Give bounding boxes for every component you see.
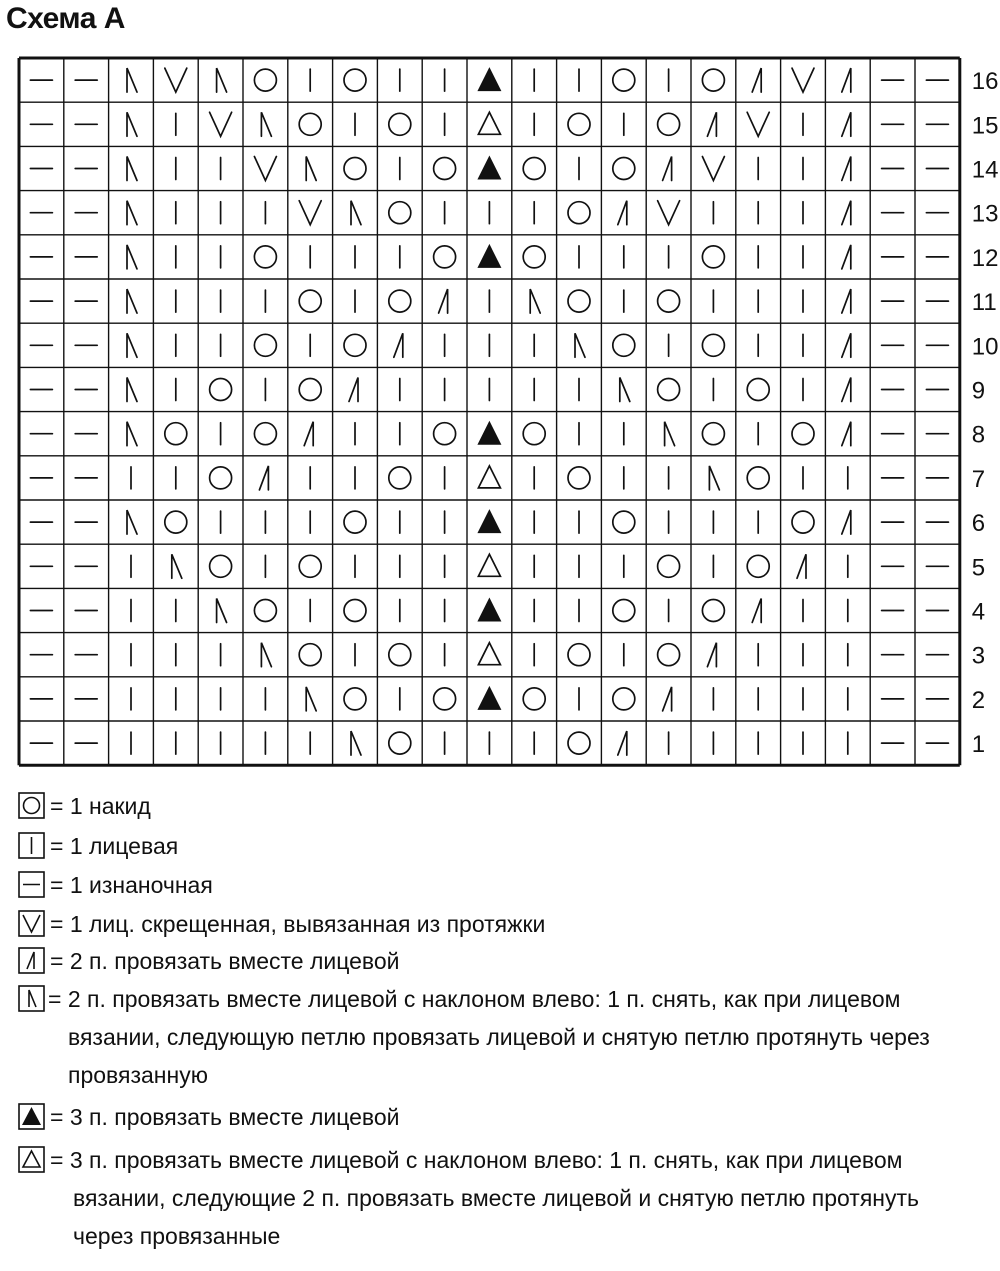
yarn-over-symbol [747, 379, 769, 401]
k2tog-symbol [752, 599, 761, 623]
k3tog-symbol [477, 156, 501, 180]
k2tog-left-symbol [127, 422, 137, 446]
k2tog-left-symbol [127, 510, 137, 534]
yarn-over-symbol [299, 113, 321, 135]
yarn-over-symbol [658, 379, 680, 401]
row-number: 14 [971, 156, 999, 184]
yarn-over-symbol [389, 290, 411, 312]
row-number: 10 [971, 333, 999, 361]
k2tog-symbol [842, 68, 851, 92]
k2tog-left-symbol [620, 378, 630, 402]
chart-title: Схема А [6, 2, 125, 35]
row-number: 6 [971, 510, 986, 538]
legend-k2tog-left-line1: = 2 п. провязать вместе лицевой с наклоном влево: 1 п. снять, как при лицевом [48, 986, 901, 1012]
k2tog-symbol [842, 378, 851, 402]
yarn-over-symbol [702, 600, 724, 622]
k2tog-symbol [439, 289, 448, 313]
k2tog-left-symbol [217, 599, 227, 623]
yarn-over-symbol [210, 379, 232, 401]
k2tog-symbol [842, 333, 851, 357]
k2tog-left-symbol [127, 333, 137, 357]
yarn-over-symbol [568, 644, 590, 666]
k2tog-symbol [842, 422, 851, 446]
yarn-over-symbol [613, 600, 635, 622]
yarn-over-symbol [613, 511, 635, 533]
twisted-knit-icon [18, 910, 45, 937]
yarn-over-symbol [344, 158, 366, 180]
k3tog-left-symbol [478, 554, 500, 576]
yarn-over-symbol [434, 688, 456, 710]
yarn-over-symbol [254, 334, 276, 356]
k2tog-symbol [752, 68, 761, 92]
k2tog-left-symbol [127, 201, 137, 225]
twisted-knit-symbol [702, 157, 724, 181]
k2tog-symbol [842, 289, 851, 313]
k3tog-symbol [477, 67, 501, 91]
k2tog-symbol [797, 554, 806, 578]
k2tog-left-symbol [575, 333, 585, 357]
knit-icon [18, 832, 45, 859]
yarn-over-symbol [523, 158, 545, 180]
k2tog-left-symbol [261, 112, 271, 136]
yarn-over-symbol [254, 246, 276, 268]
k3tog-symbol [477, 686, 501, 710]
row-number: 12 [971, 244, 999, 272]
yarn-over-symbol [702, 334, 724, 356]
yarn-over-symbol [658, 290, 680, 312]
yarn-over-symbol [747, 555, 769, 577]
yarn-over-symbol [568, 467, 590, 489]
yarn-over-symbol [165, 423, 187, 445]
k2tog-left-symbol [127, 112, 137, 136]
row-number: 4 [971, 598, 986, 626]
yarn-over-symbol [344, 600, 366, 622]
k2tog-symbol [707, 112, 716, 136]
k3tog-left-symbol [478, 466, 500, 488]
yarn-over-symbol [568, 290, 590, 312]
k2tog-left-symbol [530, 289, 540, 313]
yarn-over-symbol [210, 555, 232, 577]
row-number: 15 [971, 112, 999, 140]
k2tog-left-symbol [127, 157, 137, 181]
k2tog-left-symbol [709, 466, 719, 490]
row-number: 5 [971, 554, 986, 582]
yarn-over-symbol [658, 555, 680, 577]
yarn-over-symbol [344, 511, 366, 533]
yarn-over-symbol [254, 69, 276, 91]
yarn-over-symbol [299, 379, 321, 401]
yarn-over-symbol [344, 334, 366, 356]
k2tog-left-icon [18, 985, 45, 1012]
k3tog-symbol [477, 509, 501, 533]
k3tog-symbol [477, 598, 501, 622]
yarn-over-symbol [702, 423, 724, 445]
yarn-over-symbol [747, 467, 769, 489]
yarn-over-symbol [434, 158, 456, 180]
twisted-knit-symbol [299, 201, 321, 225]
legend-purl-text: = 1 изнаночная [50, 872, 213, 898]
k2tog-left-symbol [306, 157, 316, 181]
yarn-over-symbol [568, 113, 590, 135]
yarn-over-symbol [389, 202, 411, 224]
twisted-knit-symbol [210, 112, 232, 136]
yarn-over-icon [18, 792, 45, 819]
k2tog-left-symbol [665, 422, 675, 446]
k2tog-left-symbol [351, 201, 361, 225]
yarn-over-symbol [299, 290, 321, 312]
row-number: 1 [971, 731, 986, 759]
k2tog-symbol [663, 157, 672, 181]
k2tog-symbol [394, 333, 403, 357]
k2tog-left-symbol [217, 68, 227, 92]
legend-k3tog-left-line1: = 3 п. провязать вместе лицевой с наклоном влево: 1 п. снять, как при лицевом [50, 1147, 903, 1173]
yarn-over-symbol [613, 158, 635, 180]
yarn-over-symbol [523, 423, 545, 445]
yarn-over-symbol [389, 732, 411, 754]
yarn-over-symbol [389, 467, 411, 489]
row-number: 2 [971, 686, 986, 714]
legend-k2tog-text: = 2 п. провязать вместе лицевой [50, 948, 400, 974]
twisted-knit-symbol [658, 201, 680, 225]
legend-knit-text: = 1 лицевая [50, 833, 179, 859]
k3tog-left-icon [18, 1146, 45, 1173]
k2tog-left-symbol [127, 289, 137, 313]
k3tog-left-symbol [478, 112, 500, 134]
k2tog-symbol [842, 157, 851, 181]
row-number: 7 [971, 465, 986, 493]
row-number: 11 [971, 289, 997, 317]
yarn-over-symbol [299, 555, 321, 577]
k2tog-icon [18, 947, 45, 974]
yarn-over-symbol [299, 644, 321, 666]
purl-icon [18, 871, 45, 898]
k2tog-symbol [618, 731, 627, 755]
yarn-over-symbol [702, 69, 724, 91]
yarn-over-symbol [210, 467, 232, 489]
k2tog-left-symbol [306, 687, 316, 711]
k2tog-left-symbol [351, 731, 361, 755]
yarn-over-symbol [568, 732, 590, 754]
k2tog-left-symbol [127, 68, 137, 92]
legend-yarn-over-text: = 1 накид [50, 793, 151, 819]
k3tog-symbol [477, 244, 501, 268]
k3tog-symbol [477, 421, 501, 445]
k2tog-left-symbol [127, 378, 137, 402]
k2tog-left-symbol [261, 643, 271, 667]
yarn-over-symbol [344, 69, 366, 91]
yarn-over-symbol [658, 644, 680, 666]
yarn-over-symbol [165, 511, 187, 533]
yarn-over-symbol [523, 246, 545, 268]
yarn-over-symbol [389, 644, 411, 666]
k2tog-symbol [842, 112, 851, 136]
yarn-over-symbol [254, 423, 276, 445]
yarn-over-symbol [613, 69, 635, 91]
yarn-over-symbol [434, 246, 456, 268]
k2tog-symbol [842, 510, 851, 534]
legend-k3tog-text: = 3 п. провязать вместе лицевой [50, 1104, 400, 1130]
yarn-over-symbol [613, 688, 635, 710]
yarn-over-symbol [568, 202, 590, 224]
yarn-over-symbol [389, 113, 411, 135]
legend-twisted-knit-text: = 1 лиц. скрещенная, вывязанная из протяжки [50, 911, 546, 937]
twisted-knit-symbol [792, 68, 814, 92]
k2tog-symbol [663, 687, 672, 711]
k2tog-symbol [618, 201, 627, 225]
k2tog-symbol [304, 422, 313, 446]
k2tog-symbol [707, 643, 716, 667]
k2tog-left-symbol [127, 245, 137, 269]
k2tog-left-symbol [172, 554, 182, 578]
yarn-over-symbol [344, 688, 366, 710]
row-number: 8 [971, 421, 986, 449]
legend-k3tog-left-line3: через провязанные [73, 1223, 281, 1249]
k2tog-symbol [842, 245, 851, 269]
legend-k2tog-left-line2: вязании, следующую петлю провязать лицевой и снятую петлю протянуть через [68, 1024, 930, 1050]
row-number: 3 [971, 642, 986, 670]
row-number: 9 [971, 377, 986, 405]
k2tog-symbol [842, 201, 851, 225]
row-number: 13 [971, 200, 999, 228]
legend-k3tog-left-line2: вязании, следующие 2 п. провязать вместе лицевой и снятую петлю протянуть [73, 1185, 919, 1211]
yarn-over-symbol [523, 688, 545, 710]
k3tog-left-symbol [478, 643, 500, 665]
twisted-knit-symbol [165, 68, 187, 92]
yarn-over-symbol [434, 423, 456, 445]
legend-k2tog-left-line3: провязанную [68, 1062, 208, 1088]
k2tog-symbol [259, 466, 268, 490]
yarn-over-symbol [613, 334, 635, 356]
yarn-over-symbol [792, 511, 814, 533]
yarn-over-symbol [658, 113, 680, 135]
twisted-knit-symbol [747, 112, 769, 136]
k2tog-symbol [349, 378, 358, 402]
row-number: 16 [971, 68, 999, 96]
yarn-over-symbol [702, 246, 724, 268]
k3tog-icon [18, 1103, 45, 1130]
yarn-over-symbol [254, 600, 276, 622]
yarn-over-symbol [792, 423, 814, 445]
twisted-knit-symbol [254, 157, 276, 181]
